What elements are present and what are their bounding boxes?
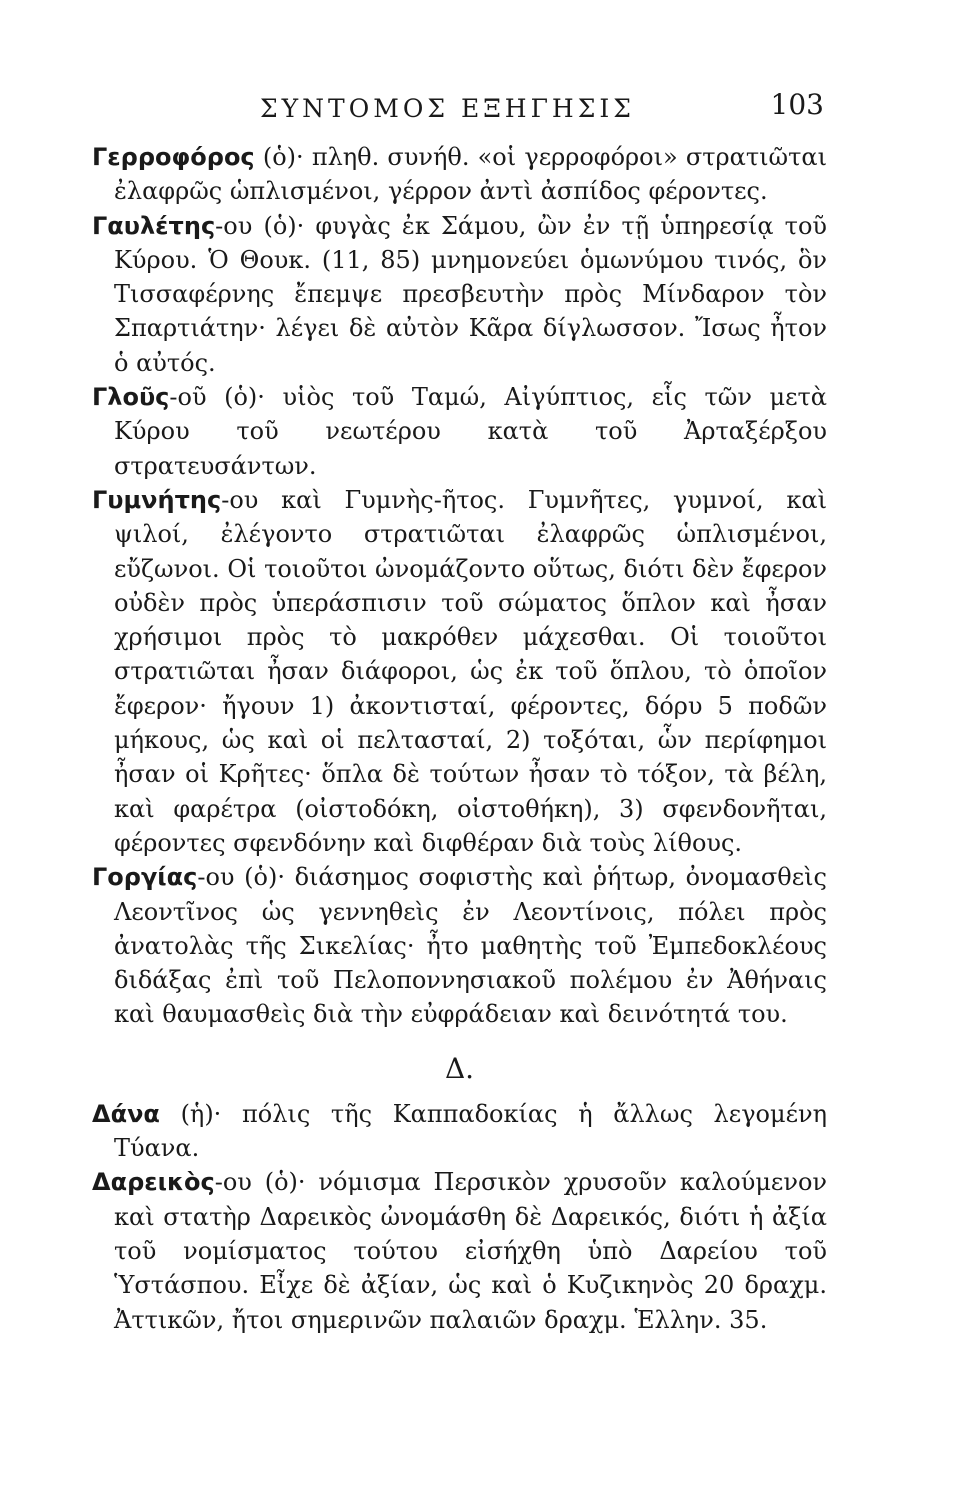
entry-text: -οῦ (ὁ)· υἱὸς τοῦ Ταμώ, Αἰγύπτιος, εἷς τῶν μετὰ Κύρου τοῦ νεωτέρου κατὰ τοῦ Ἀρταξέρξου στρατευσάντων. <box>114 383 827 480</box>
dictionary-entry <box>92 483 827 860</box>
entry-lemma: Γλοῦς <box>92 383 170 412</box>
entry-text: -ου (ὁ)· νόμισμα Περσικὸν χρυσοῦν καλούμενον καὶ στατὴρ Δαρεικὸς ὠνομάσθη δὲ Δαρεικός, διότι ἡ ἀξία τοῦ νομίσματος τούτου εἰσήχθη ὑπὸ Δαρείου τοῦ Ὑστάσπου. Εἶχε δὲ ἀξίαν, ὡς καὶ ὁ Κυζικηνὸς 20 δραχμ. Ἀττικῶν, ἤτοι σημερινῶν παλαιῶν δραχμ. Ἑλλην. 35. <box>114 1168 827 1334</box>
entry-lemma: Δαρεικὸς <box>92 1168 215 1197</box>
entry-lemma: Γοργίας <box>92 863 198 892</box>
entry-lemma: Δάνα <box>92 1099 160 1128</box>
dictionary-entry <box>92 140 827 209</box>
page-body <box>92 140 827 1337</box>
entry-text: -ου (ὁ)· φυγὰς ἐκ Σάμου, ὢν ἐν τῇ ὑπηρεσίᾳ τοῦ Κύρου. Ὁ Θουκ. (11, 85) μνημονεύει ὁμωνύμου τινός, ὃν Τισσαφέρνης ἔπεμψε πρεσβευτὴν πρὸς Μίνδαρον τὸν Σπαρτιάτην· λέγει δὲ αὐτὸν Κᾶρα δίγλωσσον. Ἴσως ἦτον ὁ αὐτός. <box>114 211 827 377</box>
dictionary-entry <box>92 209 827 380</box>
entry-lemma: Γαυλέτης <box>92 211 216 240</box>
dictionary-entry <box>92 1097 827 1166</box>
entry-text: -ου (ὁ)· διάσημος σοφιστὴς καὶ ῥήτωρ, ὀνομασθεὶς Λεοντῖνος ὡς γεννηθεὶς ἐν Λεοντίνοις, πόλει πρὸς ἀνατολὰς τῆς Σικελίας· ἦτο μαθητὴς τοῦ Ἐμπεδοκλέους διδάξας ἐπὶ τοῦ Πελοποννησιακοῦ πολέμου ἐν Ἀθήναις καὶ θαυμασθεὶς διὰ τὴν εὐφράδειαν καὶ δεινότητά του. <box>114 863 827 1029</box>
section-letter: Δ. <box>444 1051 475 1085</box>
entry-text: (ἡ)· πόλις τῆς Καππαδοκίας ἡ ἄλλως λεγομένη Τύανα. <box>114 1099 827 1163</box>
dictionary-entry <box>92 380 827 483</box>
dictionary-entry <box>92 860 827 1031</box>
entry-lemma: Γυμνήτης <box>92 485 222 514</box>
running-title: ΣΥΝΤΟΜΟΣ ΕΞΗΓΗΣΙΣ <box>260 94 635 123</box>
entry-text: (ὁ)· πληθ. συνήθ. «οἱ γερροφόροι» στρατιῶται ἐλαφρῶς ὡπλισμένοι, γέρρον ἀντὶ ἀσπίδος φέροντες. <box>114 143 827 206</box>
entry-lemma: Γερροφόρος <box>92 143 255 171</box>
page-number: 103 <box>770 88 824 121</box>
entry-text: -ου καὶ Γυμνὴς-ῆτος. Γυμνῆτες, γυμνοί, καὶ ψιλοί, ἐλέγοντο στρατιῶται ἐλαφρῶς ὡπλισμένοι, εὔζωνοι. Οἱ τοιοῦτοι ὠνομάζοντο οὕτως, διότι δὲν ἔφερον οὐδὲν πρὸς ὑπεράσπισιν τοῦ σώματος ὅπλον καὶ ἦσαν χρήσιμοι πρὸς τὸ μακρόθεν μάχεσθαι. Οἱ τοιοῦτοι στρατιῶται ἦσαν διάφοροι, ὡς ἐκ τοῦ ὅπλου, τὸ ὁποῖον ἔφερον· ἤγουν 1) ἀκοντισταί, φέροντες, δόρυ 5 ποδῶν μήκους, ὡς καὶ οἱ πελτασταί, 2) τοξόται, ὧν περίφημοι ἦσαν οἱ Κρῆτες· ὅπλα δὲ τούτων ἦσαν τὸ τόξον, τὰ βέλη, καὶ φαρέτρα (οἰστοδόκη, οἰστοθήκη), 3) σφενδονῆται, φέροντες σφενδόνην καὶ διφθέραν διὰ τοὺς λίθους. <box>114 485 827 857</box>
dictionary-entry <box>92 1165 827 1336</box>
page-header <box>100 88 830 128</box>
